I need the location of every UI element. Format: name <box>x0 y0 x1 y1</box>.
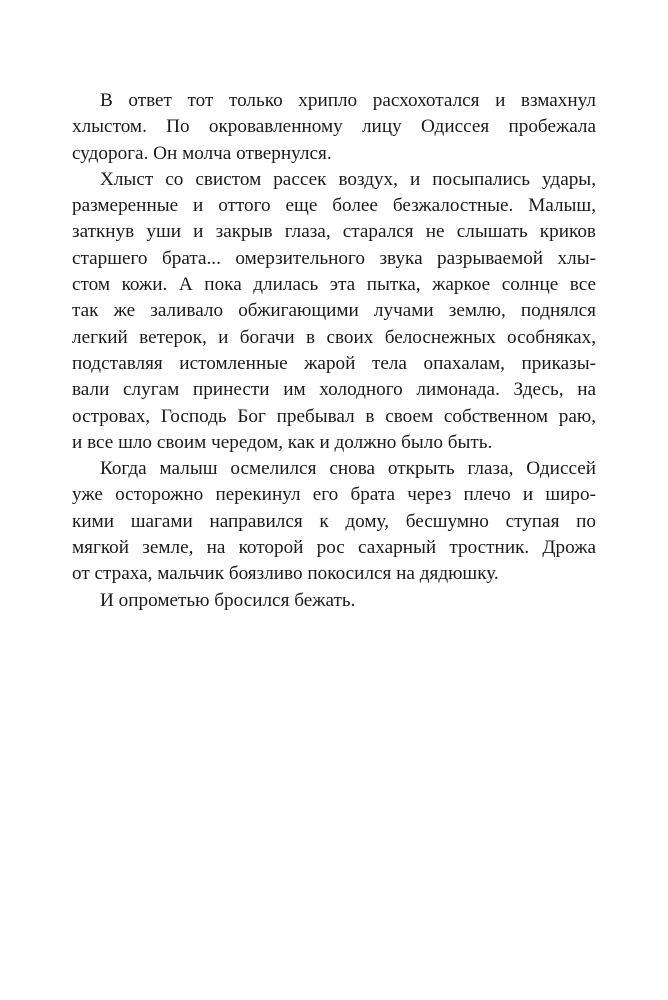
paragraph-2 <box>72 167 596 456</box>
text-line: так же заливало обжигающими лучами землю, поднялся <box>72 300 596 322</box>
text-line: старшего брата... омерзительного звука разрываемой хлы- <box>72 247 596 269</box>
text-line: вали слугам принести им холодного лимонада. Здесь, на <box>72 379 596 401</box>
body-text <box>72 88 596 614</box>
text-line: В ответ тот только хрипло расхохотался и взмахнул <box>100 90 596 111</box>
text-line: островах, Господь Бог пребывал в своем собственном раю, <box>72 405 596 427</box>
text-line: размеренные и оттого еще более безжалостные. Малыш, <box>72 195 596 217</box>
text-line: И опрометью бросился бежать. <box>100 589 356 611</box>
text-line: кими шагами направился к дому, бесшумно ступая по <box>72 510 596 532</box>
text-line: Когда малыш осмелился снова открыть глаза, Одиссей <box>100 458 596 480</box>
paragraph-1 <box>72 88 596 167</box>
text-line: стом кожи. А пока длилась эта пытка, жаркое солнце все <box>72 274 596 296</box>
text-line: хлыстом. По окровавленному лицу Одиссея пробежала <box>72 116 596 138</box>
paragraph-4 <box>72 588 596 614</box>
text-line: заткнув уши и закрыв глаза, старался не слышать криков <box>72 221 596 243</box>
text-line: уже осторожно перекинул его брата через плечо и широ- <box>72 484 596 506</box>
text-line: подставляя истомленные жарой тела опахалам, приказы- <box>72 352 596 374</box>
paragraph-3 <box>72 456 596 587</box>
text-line: Хлыст со свистом рассек воздух, и посыпались удары, <box>100 168 596 190</box>
text-line: и все шло своим чередом, как и должно было быть. <box>72 431 493 453</box>
text-line: мягкой земле, на которой рос сахарный тростник. Дрожа <box>72 537 596 559</box>
text-line: судорога. Он молча отвернулся. <box>72 142 332 164</box>
text-line: от страха, мальчик боязливо покосился на дядюшку. <box>72 563 499 585</box>
text-line: легкий ветерок, и богачи в своих белоснежных особняках, <box>72 326 596 348</box>
